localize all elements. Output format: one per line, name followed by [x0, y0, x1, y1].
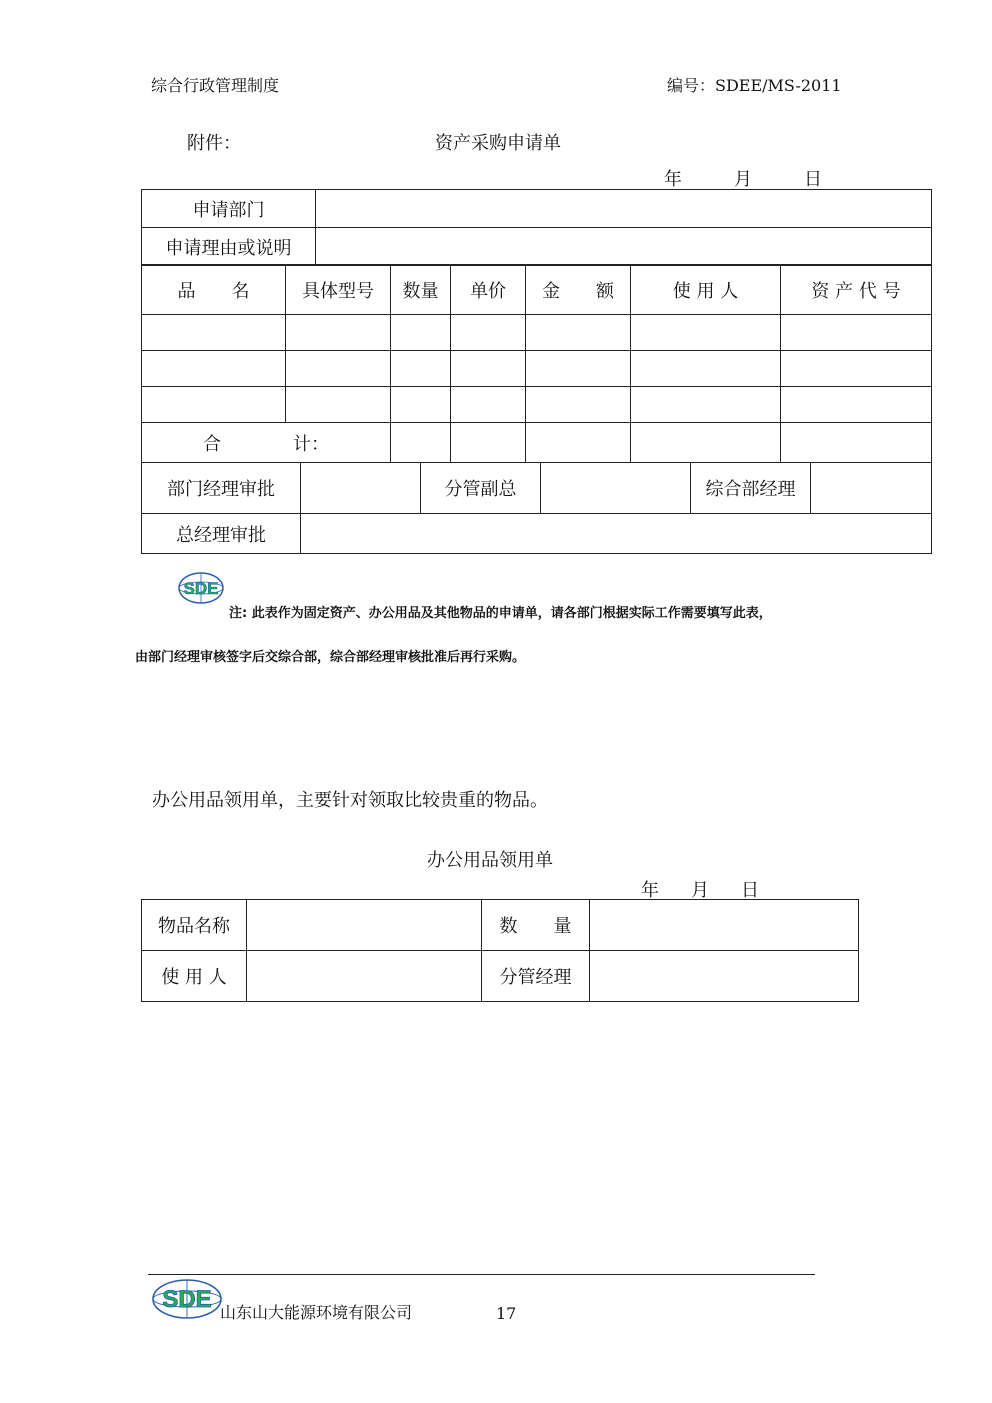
- cell[interactable]: [451, 351, 526, 387]
- cell[interactable]: [391, 351, 451, 387]
- cell[interactable]: [286, 315, 391, 351]
- manager-label: 分管经理: [482, 951, 590, 1002]
- cell[interactable]: [631, 351, 781, 387]
- item-name-label: 物品名称: [142, 900, 247, 951]
- cell[interactable]: [142, 315, 286, 351]
- cell[interactable]: [781, 315, 932, 351]
- col-header-qty: 数量: [391, 265, 451, 315]
- gm-approval-field[interactable]: [301, 514, 932, 554]
- attachment-label: 附件：: [187, 133, 241, 154]
- reason-label: 申请理由或说明: [142, 228, 316, 266]
- table-row: [142, 351, 932, 387]
- cell[interactable]: [781, 387, 932, 423]
- cell[interactable]: [391, 387, 451, 423]
- cell[interactable]: [451, 423, 526, 463]
- col-header-amount: 金 额: [526, 265, 631, 315]
- manager-field[interactable]: [590, 951, 859, 1002]
- company-logo: [151, 1278, 223, 1324]
- cell[interactable]: [526, 315, 631, 351]
- office-date-day: 日: [741, 880, 759, 901]
- office-date-month: 月: [691, 880, 709, 901]
- total-row: [142, 423, 932, 463]
- admin-manager-field[interactable]: [811, 463, 932, 514]
- col-header-asset-code: 资 产 代 号: [781, 265, 932, 315]
- office-date-year: 年: [641, 880, 659, 901]
- note-line-2: 由部门经理审核签字后交综合部，综合部经理审核批准后再行采购。: [135, 650, 526, 665]
- table-row: [142, 315, 932, 351]
- cell[interactable]: [391, 423, 451, 463]
- cell[interactable]: [631, 387, 781, 423]
- dept-field[interactable]: [316, 190, 932, 228]
- page-number: 17: [496, 1304, 517, 1323]
- dept-manager-approval-label: 部门经理审批: [142, 463, 301, 514]
- purchase-table-top: [141, 189, 932, 266]
- cell[interactable]: [631, 315, 781, 351]
- admin-manager-label: 综合部经理: [691, 463, 811, 514]
- quantity-field[interactable]: [590, 900, 859, 951]
- purchase-items-table: [141, 264, 932, 463]
- dept-manager-approval-field[interactable]: [301, 463, 421, 514]
- table-row: [142, 387, 932, 423]
- cell[interactable]: [451, 387, 526, 423]
- office-table: [141, 899, 859, 1002]
- cell[interactable]: [631, 423, 781, 463]
- note-line-1: 注: 此表作为固定资产、办公用品及其他物品的申请单，请各部门根据实际工作需要填写此表，: [229, 606, 772, 621]
- doc-header-left: 综合行政管理制度: [151, 76, 280, 95]
- reason-field[interactable]: [316, 228, 932, 266]
- dept-label: 申请部门: [142, 190, 316, 228]
- cell[interactable]: [526, 387, 631, 423]
- total-label: 合 计：: [142, 423, 391, 463]
- company-name: 山东山大能源环境有限公司: [220, 1303, 413, 1322]
- col-header-model: 具体型号: [286, 265, 391, 315]
- cell[interactable]: [142, 387, 286, 423]
- cell[interactable]: [451, 315, 526, 351]
- gm-approval-label: 总经理审批: [142, 514, 301, 554]
- cell[interactable]: [142, 351, 286, 387]
- vice-gm-field[interactable]: [541, 463, 691, 514]
- user-field[interactable]: [247, 951, 482, 1002]
- cell[interactable]: [286, 387, 391, 423]
- footer-divider: [148, 1274, 815, 1275]
- col-header-user: 使 用 人: [631, 265, 781, 315]
- cell[interactable]: [781, 423, 932, 463]
- office-intro: 办公用品领用单，主要针对领取比较贵重的物品。: [152, 790, 548, 811]
- user-label: 使 用 人: [142, 951, 247, 1002]
- approval-table: [141, 462, 932, 554]
- col-header-name: 品 名: [142, 265, 286, 315]
- office-title: 办公用品领用单: [427, 850, 553, 871]
- cell[interactable]: [526, 351, 631, 387]
- company-logo-small: [177, 572, 225, 608]
- date-month: 月: [734, 169, 752, 190]
- logo-text: SDE: [183, 579, 219, 598]
- col-header-price: 单价: [451, 265, 526, 315]
- vice-gm-label: 分管副总: [421, 463, 541, 514]
- cell[interactable]: [286, 351, 391, 387]
- purchase-title: 资产采购申请单: [435, 133, 561, 154]
- cell[interactable]: [391, 315, 451, 351]
- cell[interactable]: [526, 423, 631, 463]
- date-year: 年: [664, 169, 682, 190]
- doc-header-right: 编号：SDEE/MS-2011: [667, 76, 842, 95]
- quantity-label: 数 量: [482, 900, 590, 951]
- logo-text: SDE: [162, 1286, 212, 1313]
- date-day: 日: [804, 169, 822, 190]
- item-name-field[interactable]: [247, 900, 482, 951]
- cell[interactable]: [781, 351, 932, 387]
